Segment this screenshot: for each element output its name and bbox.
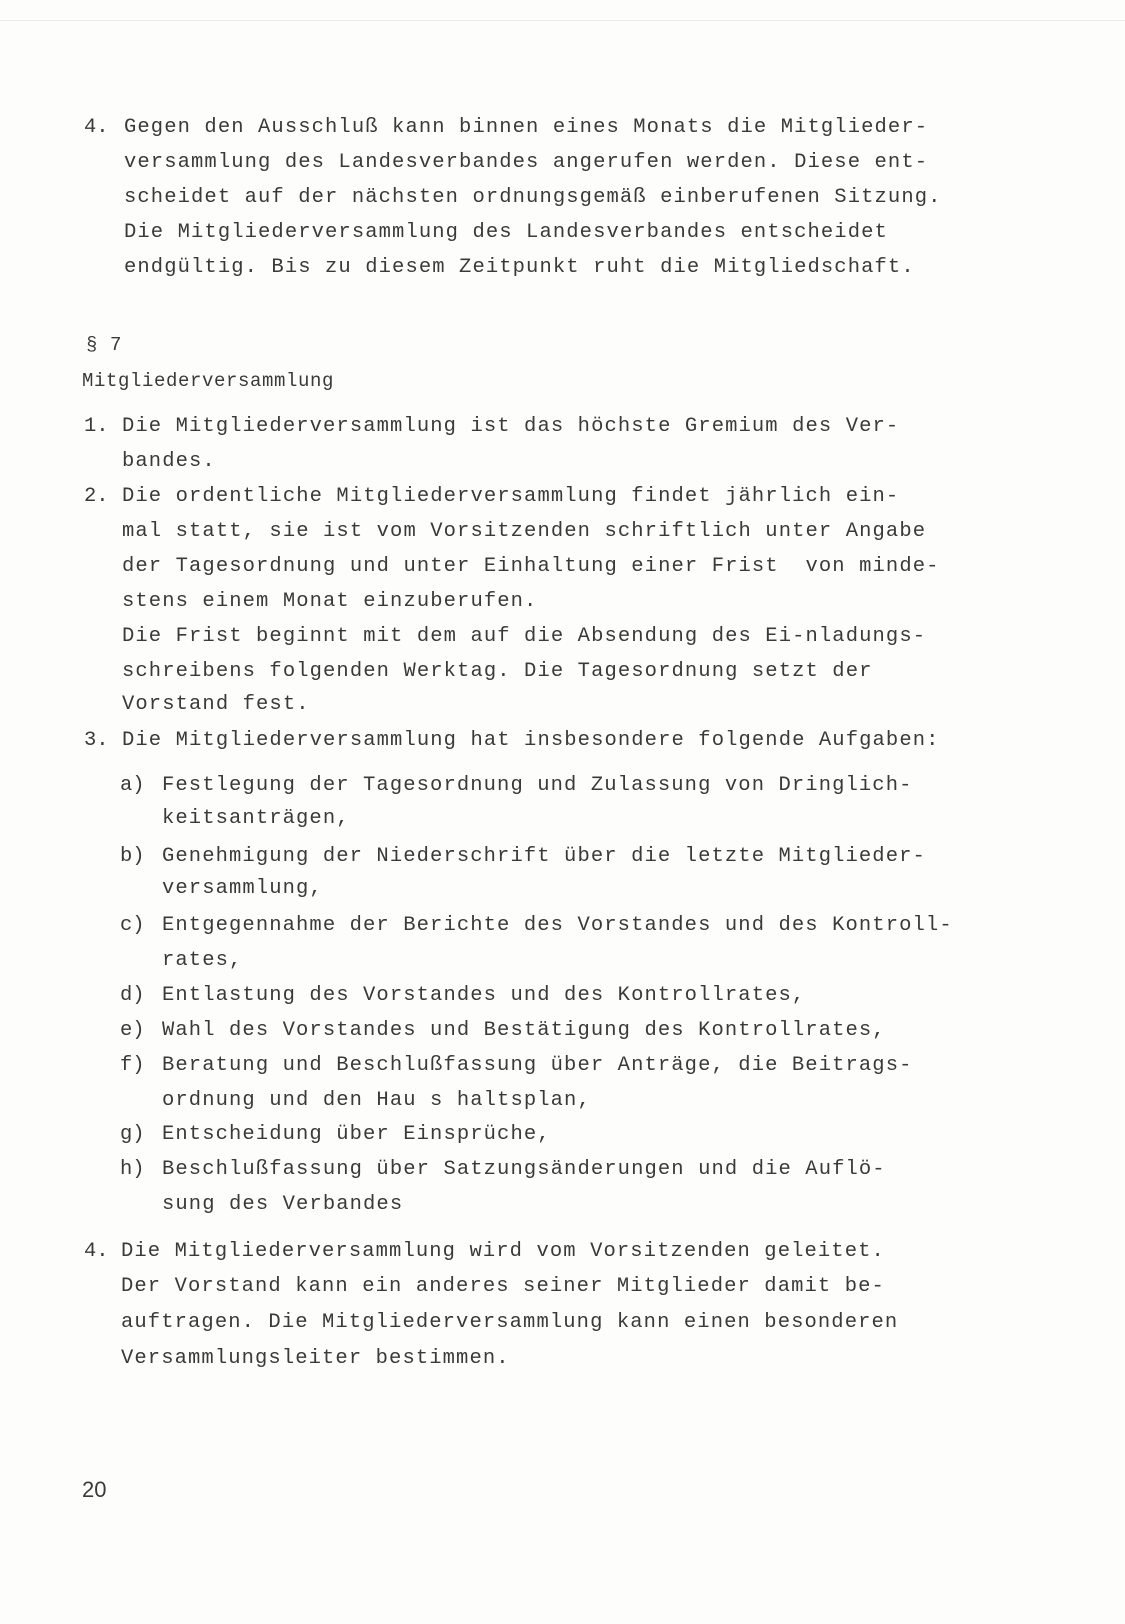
text-line: versammlung des Landesverbandes angerufen werden. Diese ent- — [124, 151, 929, 174]
item-number: 4. — [84, 116, 109, 139]
text-line: der Tagesordnung und unter Einhaltung einer Frist von minde- — [122, 555, 940, 578]
item-number: 2. — [84, 485, 109, 508]
subitem-label: f) — [120, 1054, 145, 1077]
page-top-edge — [0, 20, 1125, 21]
text-line: Die Mitgliederversammlung wird vom Vorsitzenden geleitet. — [121, 1240, 885, 1263]
subitem-line: Genehmigung der Niederschrift über die letzte Mitglieder- — [162, 845, 926, 868]
subitem-label: c) — [120, 914, 145, 937]
item-number: 4. — [84, 1240, 109, 1263]
subitem-label: g) — [120, 1123, 145, 1146]
subitem-line: versammlung, — [162, 877, 323, 900]
subitem-line: Festlegung der Tagesordnung und Zulassung von Dringlich- — [162, 774, 913, 797]
subitem-line: rates, — [162, 949, 243, 972]
subitem-label: a) — [120, 774, 145, 797]
subitem-line: keitsanträgen, — [162, 807, 350, 830]
text-line: scheidet auf der nächsten ordnungsgemäß einberufenen Sitzung. — [124, 186, 942, 209]
text-line: mal statt, sie ist vom Vorsitzenden schriftlich unter Angabe — [122, 520, 927, 543]
subitem-line: ordnung und den Hau s haltsplan, — [162, 1089, 591, 1112]
subitem-line: Entlastung des Vorstandes und des Kontrollrates, — [162, 984, 806, 1007]
subitem-line: Entscheidung über Einsprüche, — [162, 1123, 551, 1146]
text-line: Versammlungsleiter bestimmen. — [121, 1347, 510, 1370]
item-number: 1. — [84, 415, 109, 438]
page-number: 20 — [82, 1477, 107, 1502]
subitem-line: Beschlußfassung über Satzungsänderungen und die Auflö- — [162, 1158, 886, 1181]
section-title: Mitgliederversammlung — [82, 370, 335, 392]
item-intro: Die Mitgliederversammlung hat insbesondere folgende Aufgaben: — [122, 729, 940, 752]
subitem-line: sung des Verbandes — [162, 1193, 404, 1216]
text-line: Die Frist beginnt mit dem auf die Absendung des Ei-nladungs- — [122, 625, 927, 648]
subitem-label: b) — [120, 845, 145, 868]
subitem-line: Wahl des Vorstandes und Bestätigung des Kontrollrates, — [162, 1019, 886, 1042]
text-line: schreibens folgenden Werktag. Die Tagesordnung setzt der — [122, 660, 873, 683]
subitem-label: h) — [120, 1158, 145, 1181]
text-line: Die Mitgliederversammlung ist das höchste Gremium des Ver- — [122, 415, 900, 438]
text-line: auftragen. Die Mitgliederversammlung kann einen besonderen — [121, 1311, 899, 1334]
text-line: Vorstand fest. — [122, 693, 310, 716]
text-line: bandes. — [122, 450, 216, 473]
item-number: 3. — [84, 729, 109, 752]
subitem-label: d) — [120, 984, 145, 1007]
text-line: endgültig. Bis zu diesem Zeitpunkt ruht die Mitgliedschaft. — [124, 256, 915, 279]
text-line: Gegen den Ausschluß kann binnen eines Monats die Mitglieder- — [124, 116, 929, 139]
section-symbol: § 7 — [86, 334, 123, 356]
text-line: Die ordentliche Mitgliederversammlung findet jährlich ein- — [122, 485, 900, 508]
subitem-line: Entgegennahme der Berichte des Vorstandes und des Kontroll- — [162, 914, 953, 937]
text-line: Der Vorstand kann ein anderes seiner Mitglieder damit be- — [121, 1275, 885, 1298]
subitem-line: Beratung und Beschlußfassung über Anträge, die Beitrags- — [162, 1054, 913, 1077]
text-line: Die Mitgliederversammlung des Landesverbandes entscheidet — [124, 221, 888, 244]
text-line: stens einem Monat einzuberufen. — [122, 590, 538, 613]
subitem-label: e) — [120, 1019, 145, 1042]
